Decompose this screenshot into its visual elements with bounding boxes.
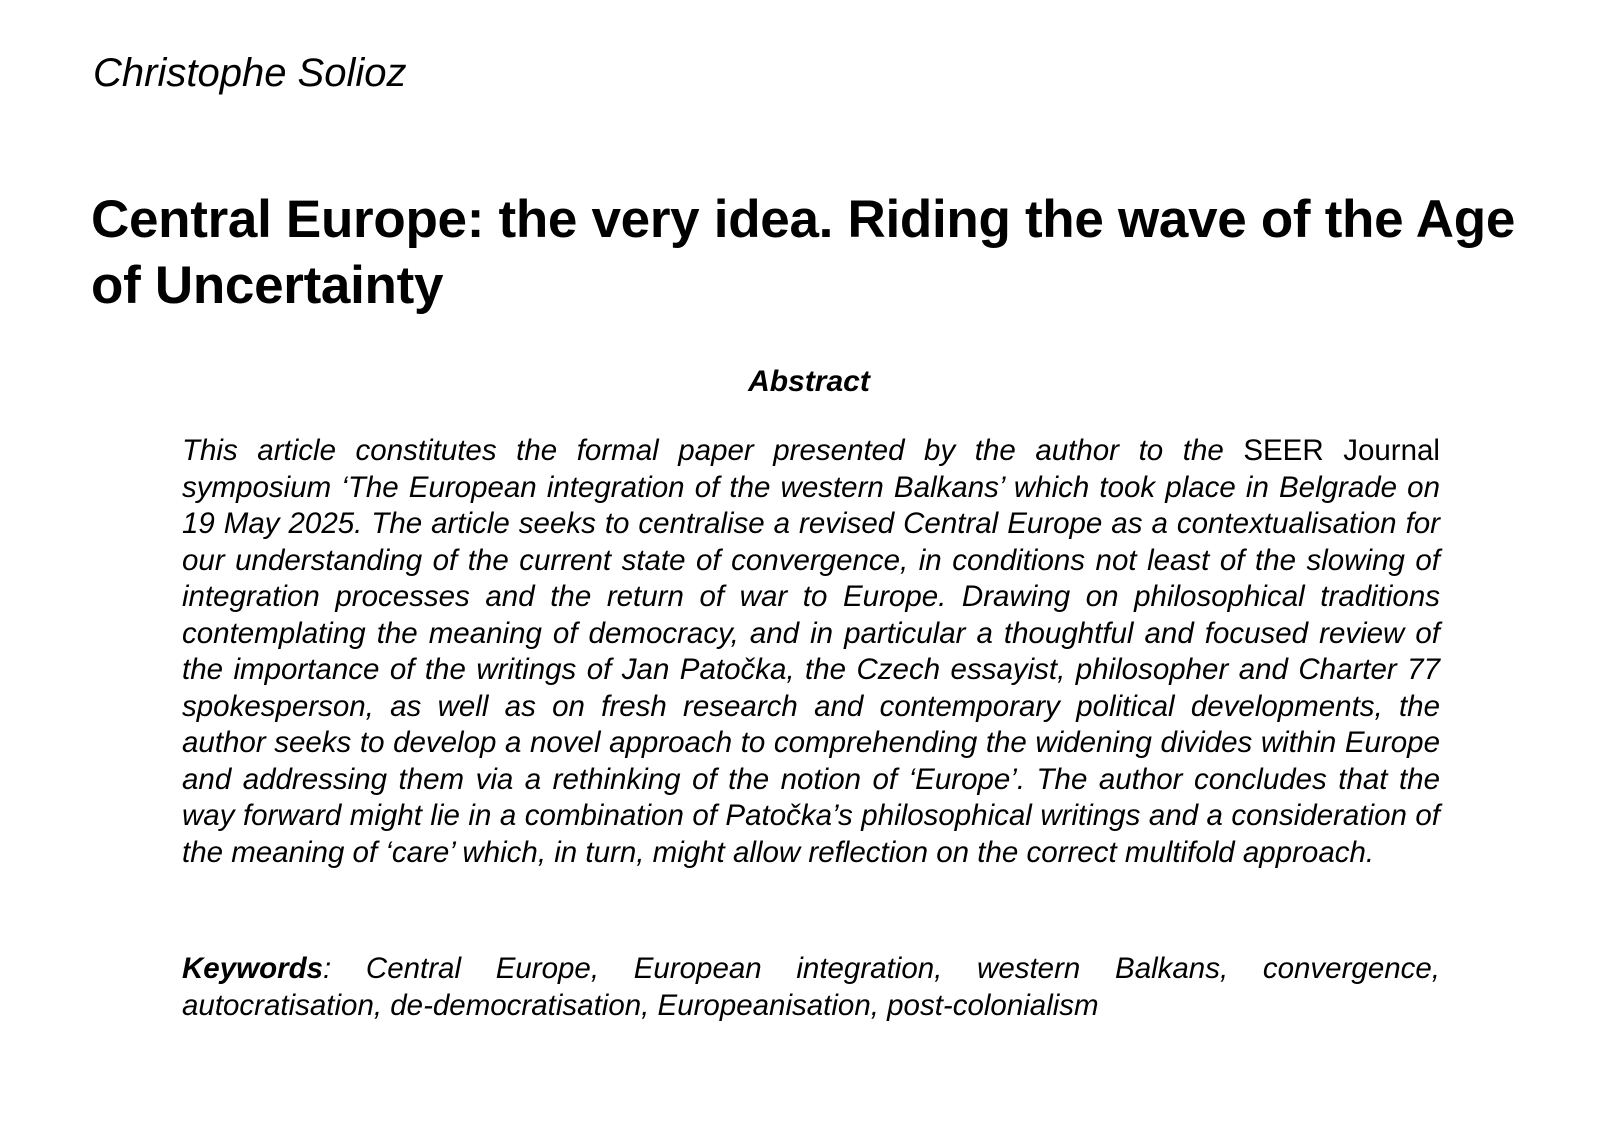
journal-name: SEER Journal xyxy=(1243,434,1440,467)
keywords-paragraph xyxy=(182,951,1440,1024)
keywords-list: Central Europe, European integration, western Balkans, convergence, autocratisation, de-democratisation, Europeanisation, post-colonialism xyxy=(182,952,1440,1022)
article-title: Central Europe: the very idea. Riding the wave of the Age of Uncertainty xyxy=(91,190,1515,315)
abstract-body xyxy=(182,433,1440,871)
keywords-separator: : xyxy=(323,952,366,985)
abstract-text-main: symposium ‘The European integration of the western Balkans’ which took place in Belgrade on 19 May 2025. The article seeks to centralise a revised Central Europe as a contextualisation for our understanding of the current state of convergence, in conditions not least of the slowing of integration processes and the return of war to Europe. Drawing on philosophical traditions contemplating the meaning of democracy, and in particular a thoughtful and focused review of the importance of the writings of Jan Patočka, the Czech essayist, philosopher and Charter 77 spokesperson, as well as on fresh research and contemporary political developments, the author seeks to develop a novel approach to comprehending the widening divides within Europe and addressing them via a rethinking of the notion of ‘Europe’. The author concludes that the way forward might lie in a combination of Patočka’s philosophical writings and a consideration of the meaning of ‘care’ which, in turn, might allow reflection on the correct multifold approach. xyxy=(182,470,1440,869)
keywords-label: Keywords xyxy=(182,952,323,985)
abstract-text-intro: This article constitutes the formal paper presented by the author to the xyxy=(182,434,1244,467)
author-name: Christophe Solioz xyxy=(93,51,407,95)
abstract-heading: Abstract xyxy=(748,365,870,398)
